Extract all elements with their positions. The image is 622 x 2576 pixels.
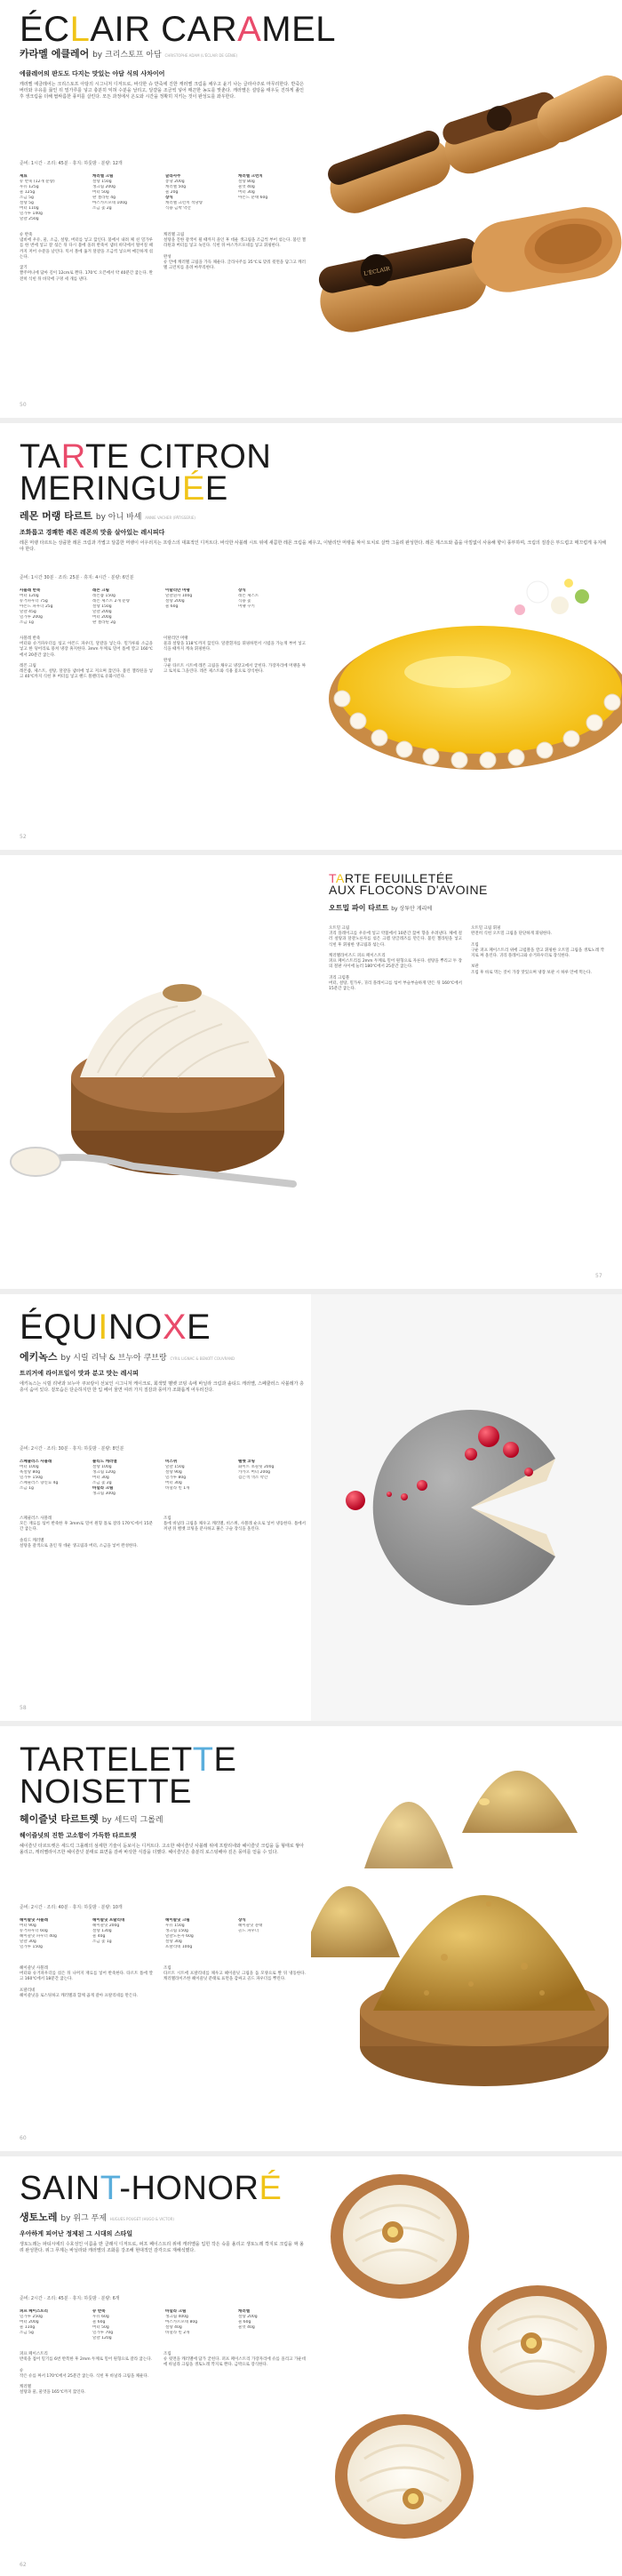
recipe-subtitle: 레몬 머랭 타르트 by 아니 바셰 ANNIE VACHER (PÂTISSERIE) [20, 510, 195, 522]
ingredient-column-3: 바닐라 크림 생크림 400g 마스카르포네 80g 설탕 40g 바닐라 빈 2개 [165, 2309, 198, 2335]
recipe-title: TARTE CITRON MERINGUÉE [20, 438, 272, 508]
steps-left-column: 슈 반죽 냄비에 우유, 물, 소금, 설탕, 버터를 넣고 끓인다. 불에서 내려 체 친 밀가루를 한 번에 넣고 잘 섞은 뒤 다시 불에 올려 반죽이 냄비 바닥에서 떨어질 때까지 저어 수분을 날린다. 믹서 볼에 옮겨 달걀을 조금씩 넣으며 매끈하게 섞는다. 굽기 짤주머니에 담아 길이 12cm로 짠다. 170℃ 오븐에서 약 40분간 굽는다. 완전히 식힌 뒤 바닥에 구멍 세 개를 낸다. [20, 233, 153, 282]
ingredient-column-1: 퍼프 페이스트리 밀가루 250g 버터 200g 물 110g 소금 5g [20, 2309, 48, 2335]
steps-right-column: 이탈리안 머랭 물과 설탕을 118℃까지 끓인다. 달걀흰자를 휘핑하면서 시럽을 가늘게 부어 넣고 식을 때까지 계속 휘핑한다. 완성 구운 타르트 시트에 레몬 크림을 채우고 냉장고에서 굳힌다. 가장자리에 머랭을 짜고 토치로 그을린다. 레몬 제스트와 식용 꽃으로 장식한다. [163, 636, 306, 675]
recipe-lead: 헤이즐넛의 진한 고소함이 가득한 타르트렛 [20, 1832, 137, 1839]
steps-right-column: 조립 틀에 바닐라 크림을 채우고 캐러멜, 비스퀴, 사블레 순으로 넣어 냉동한다. 틀에서 꺼낸 뒤 벨벳 코팅을 분사하고 붉은 구슬 장식을 올린다. [163, 1516, 306, 1532]
recipe-meta: 준비: 2시간 · 조리: 40분 · 휴지: 하룻밤 · 분량: 10개 [20, 1905, 123, 1910]
ingredient-column-4: 장식 레몬 제스트 식용 꽃 머랭 쿠키 [238, 588, 259, 609]
recipe-meta: 준비: 1시간 30분 · 조리: 25분 · 휴지: 4시간 · 분량: 6인분 [20, 575, 134, 580]
ingredient-column-4: 캐러멜 크런치 설탕 80g 물엿 40g 버터 30g 아몬드 분태 60g [238, 174, 268, 200]
recipe-title: SAINT-HONORÉ [20, 2170, 283, 2207]
recipe-meta: 준비: 1시간 · 조리: 45분 · 휴지: 하룻밤 · 분량: 12개 [20, 161, 123, 166]
page-number: 58 [20, 1705, 27, 1711]
recipe-title: ÉCLAIR CARAMEL [20, 10, 337, 49]
steps-right-column: 오트밀 크림 휘핑 완전히 식힌 오트밀 크림을 단단하게 휘핑한다. 조립 구운 퍼프 페이스트리 위에 크럼블을 깔고 휘핑한 오트밀 크림을 생토노레 깍지로 짜 올린다. 귀리 플레이크와 슈거파우더로 장식한다. 보관 조립 후 바로 먹는 것이 가장 맛있으며 냉장 보관 시 하루 안에 먹는다. [471, 926, 604, 975]
oat-tart-illustration [0, 944, 311, 1211]
svg-text:L'ÉCLAIR: L'ÉCLAIR [363, 265, 391, 277]
page-number: 50 [20, 402, 27, 408]
eclair-illustration [311, 53, 622, 373]
recipe-subtitle: 생토노레 by 위그 푸제 HUGUES POUGET (HUGO & VICTOR) [20, 2212, 174, 2223]
page-number: 60 [20, 2135, 27, 2141]
recipe-title: ÉQUINOXE [20, 1308, 211, 1347]
page-number: 52 [20, 834, 27, 840]
recipe-intro: 레몬 머랭 타르트는 상큼한 레몬 크림과 가볍고 달콤한 머랭이 어우러지는 프랑스의 대표적인 디저트다. 바삭한 사블레 시트 위에 새콤한 레몬 크림을 채우고, 이탈리안 머랭을 짜서 토치로 살짝 그을려 완성한다. 레몬 제스트와 즙을 아낌없이 사용해 향이 풍부하며, 크림의 질감은 부드럽고 매끄럽게 유지해야 한다. [20, 540, 606, 552]
spread-eclair-caramel [0, 0, 622, 418]
steps-left-column: 헤이즐넛 사블레 버터와 슈거파우더를 섞은 뒤 나머지 재료를 넣어 반죽한다. 타르트 틀에 깔고 160℃에서 18분간 굽는다. 프랄리네 헤이즐넛을 로스팅하고 캐러멜과 함께 곱게 갈아 프랄리네를 만든다. [20, 1966, 153, 1999]
page-number: 57 [595, 1273, 602, 1279]
equinoxe-photo [311, 1294, 622, 1721]
spread-saint-honore [0, 2156, 622, 2576]
ingredient-column-2: 헤이즐넛 프랄리네 헤이즐넛 200g 설탕 130g 물 40g 소금 꽃 1g [92, 1918, 125, 1944]
recipe-lead: 조화롭고 경쾌한 레몬 레몬의 맛을 살아있는 레시피다 [20, 529, 165, 536]
recipe-subtitle: 헤이즐넛 타르트렛 by 세드릭 그롤레 [20, 1813, 163, 1825]
spread-tarte-feuilletee [0, 855, 622, 1289]
ingredient-column-2: 슈 반죽 우유 60g 물 60g 버터 50g 밀가루 70g 달걀 120g [92, 2309, 114, 2340]
recipe-title: TARTELETTE NOISETTE [20, 1741, 237, 1812]
ingredient-column-4: 장식 헤이즐넛 분태 골드 파우더 [238, 1918, 263, 1933]
steps-left-column: 사블레 반죽 버터와 슈거파우더를 섞고 아몬드 파우더, 달걀을 넣는다. 밀가루와 소금을 넣고 한 덩어리로 뭉쳐 냉장 휴지한다. 3mm 두께로 밀어 틀에 깔고 160℃에서 20분간 굽는다. 레몬 크림 레몬즙, 제스트, 설탕, 달걀을 냄비에 넣고 저으며 끓인다. 불린 젤라틴을 넣고 40℃까지 식힌 후 버터를 넣고 핸드 블렌더로 유화시킨다. [20, 636, 153, 680]
lemon-tart-photo [315, 556, 622, 788]
recipe-meta: 준비: 2시간 · 조리: 30분 · 휴지: 하룻밤 · 분량: 8인분 [20, 1446, 124, 1452]
spread-tarte-citron [0, 423, 622, 850]
ingredient-column-3: 글라사주 퐁당 200g 캐러멜 50g 물 20g 장식 캐러멜 크런치 적당량 식용 금박 약간 [165, 174, 203, 211]
saint-honore-illustration [311, 2156, 622, 2576]
recipe-lead: 에클레어의 판도도 다지는 맛있는 아담 식의 사차이어 [20, 70, 165, 77]
ingredient-column-1: 재료 슈 반죽 (12개 분량) 우유 125g 물 125g 소금 5g 설탕 5g 버터 110g 밀가루 140g 달걀 250g [20, 174, 55, 221]
ingredient-column-3: 헤이즐넛 크림 우유 150g 생크림 150g 달걀노른자 60g 설탕 30g 프랄리네 100g [165, 1918, 194, 1949]
eclair-photo [311, 53, 622, 373]
ingredient-column-4: 벨벳 코팅 화이트 초콜릿 200g 카카오 버터 200g 검은색 색소 약간 [238, 1460, 275, 1480]
spread-tartelette-noisette [0, 1726, 622, 2151]
steps-right-column: 조립 타르트 시트에 프랄리네를 채우고 헤이즐넛 크림을 돔 모양으로 짠 뒤 냉동한다. 캐러멜라이즈한 헤이즐넛 분태로 표면을 감싸고 골드 파우더를 뿌린다. [163, 1966, 306, 1982]
recipe-intro: 헤이즐넛 타르트렛은 세드릭 그롤레의 섬세한 기술이 돋보이는 디저트다. 고소한 헤이즐넛 사블레 위에 프랄리네와 헤이즐넛 크림을 돔 형태로 쌓아 올리고, 캐러멜라이즈한 헤이즐넛 분태로 표면을 감싸 바삭한 식감을 더했다. 헤이즐넛은 충분히 로스팅해야 깊은 풍미를 얻을 수 있다. [20, 1844, 304, 1855]
ingredient-column-1: 사블레 반죽 버터 120g 슈거파우더 75g 아몬드 파우더 25g 달걀 45g 밀가루 200g 소금 1g [20, 588, 53, 625]
ingredient-column-3: 비스퀴 달걀 150g 설탕 90g 밀가루 80g 버터 30g 바닐라 빈 1개 [165, 1460, 190, 1491]
lemon-tart-illustration [315, 556, 622, 788]
steps-left-column: 스페큘러스 사블레 모든 재료를 섞어 반죽한 후 3mm로 밀어 원형 틀로 잘라 170℃에서 15분간 굽는다. 솔티드 캐러멜 설탕을 갈색으로 졸인 뒤 데운 생크림과 버터, 소금을 넣어 완성한다. [20, 1516, 153, 1549]
steps-left-column: 퍼프 페이스트리 반죽을 접어 밀기를 6번 반복한 후 2mm 두께로 밀어 원형으로 잘라 굽는다. 슈 작은 슈를 짜서 170℃에서 25분간 굽는다. 식힌 후 바닐라 크림을 채운다. 캐러멜 설탕과 물, 물엿을 165℃까지 끓인다. [20, 2352, 153, 2396]
ingredient-column-4: 캐러멜 설탕 200g 물 60g 물엿 40g [238, 2309, 258, 2330]
recipe-lead: 우아하게 피어난 정제된 그 시대의 스타일 [20, 2230, 133, 2237]
recipe-intro: 캐러멜 에클레어는 크리스토프 아담의 시그니처 디저트로, 바삭한 슈 반죽에 진한 캐러멜 크림을 채우고 윤기 나는 글라사주로 마무리한다. 반죽은 버터와 우유를 끓인 뒤 밀가루를 넣고 충분히 익혀 수분을 날리고, 달걀을 조금씩 넣어 매끈한 농도를 맞춘다. 캐러멜은 설탕을 태우듯 진하게 졸인 후 생크림을 더해 쌉싸름한 풍미를 살린다. 모든 과정에서 온도와 시간을 정확히 지키는 것이 완성도를 좌우한다. [20, 82, 304, 100]
hazelnut-tartlet-illustration [311, 1726, 622, 2151]
ingredient-column-1: 스페큘러스 사블레 버터 100g 흑설탕 80g 밀가루 150g 스페큘러스 향신료 4g 소금 1g [20, 1460, 59, 1491]
steps-right-column: 캐러멜 크림 설탕을 진한 갈색이 될 때까지 졸인 후 데운 생크림을 조금씩 부어 섞는다. 불린 젤라틴과 버터를 넣고 녹인다. 식힌 뒤 마스카르포네를 넣고 휘핑한다. 완성 슈 안에 캐러멜 크림을 가득 채운다. 글라사주를 35℃로 맞춰 윗면을 담그고 캐러멜 크런치를 올려 마무리한다. [163, 233, 306, 271]
recipe-subtitle: 에키녹스 by 시릴 리냑 & 브누아 쿠브랑 CYRIL LIGNAC & BENOÎT COUVRAND [20, 1351, 235, 1363]
recipe-subtitle: 카라멜 에클레어 by 크리스토프 아담 CHRISTOPHE ADAM (L'ÉCLAIR DE GÉNIE) [20, 48, 238, 60]
recipe-intro: 에키녹스는 시릴 리냑과 브누아 쿠브랑이 선보인 시그니처 케이크로, 회색빛 벨벳 코팅 속에 바닐라 크림과 솔티드 캐러멜, 스페큘러스 사블레가 층층이 숨어 있다. 겉모습은 단순하지만 한 입 베어 물면 여러 가지 질감과 풍미가 조화롭게 어우러진다. [20, 1381, 304, 1393]
recipe-lead: 트리거에 라이프일이 맛과 분고 맛는 레시피 [20, 1370, 139, 1377]
ingredient-column-2: 캐러멜 크림 설탕 150g 생크림 200g 버터 50g 판 젤라틴 4g 마스카르포네 100g 소금 꽃 2g [92, 174, 127, 211]
spread-equinoxe [0, 1294, 622, 1721]
steps-left-column: 오트밀 크림 귀리 플레이크를 우유에 넣고 약불에서 10분간 끓여 향을 우려낸다. 체에 걸러 설탕과 달걀노른자를 섞은 크렘 앙글레즈를 만든다. 불린 젤라틴을 넣고 식힌 후 휘핑한 생크림과 섞는다. 캐러멜라이즈드 퍼프 페이스트리 퍼프 페이스트리를 2mm 두께로 밀어 원형으로 자른다. 설탕을 뿌리고 두 장의 철판 사이에 눌러 180℃에서 25분간 굽는다. 귀리 크럼블 버터, 설탕, 밀가루, 귀리 플레이크를 섞어 부슬부슬하게 만든 뒤 160℃에서 15분간 굽는다. [329, 926, 462, 992]
recipe-subtitle: 오트밀 파이 타르트 by 상투안 게리에 [329, 904, 433, 912]
ingredient-column-1: 헤이즐넛 사블레 버터 90g 슈거파우더 60g 헤이즐넛 파우더 40g 달걀 30g 밀가루 150g [20, 1918, 57, 1949]
equinoxe-illustration [311, 1294, 622, 1721]
saint-honore-photo [311, 2156, 622, 2576]
recipe-title: TARTE FEUILLETÉE AUX FLOCONS D'AVOINE [329, 871, 488, 898]
ingredient-column-3: 이탈리안 머랭 달걀흰자 100g 설탕 200g 물 60g [165, 588, 193, 609]
ingredient-column-2: 솔티드 캐러멜 설탕 100g 생크림 120g 버터 30g 소금 꽃 2g 바닐라 크림 생크림 300g [92, 1460, 117, 1496]
recipe-intro: 생토노레는 파티시에의 수호성인 이름을 딴 클래식 디저트로, 퍼프 페이스트리 위에 캐러멜을 입힌 작은 슈를 올리고 생토노레 깍지로 크림을 짜 올려 완성한다. 위그 푸제는 바닐라와 캐러멜의 조화를 강조해 현대적인 감각으로 재해석했다. [20, 2242, 304, 2253]
hazelnut-tartlet-photo [311, 1726, 622, 2151]
oat-tart-photo [0, 944, 311, 1211]
page-number: 62 [20, 2562, 27, 2568]
steps-right-column: 조립 슈 윗면을 캐러멜에 담가 굳힌다. 퍼프 페이스트리 가장자리에 슈를 올리고 가운데에 바닐라 크림을 생토노레 깍지로 짠다. 금박으로 장식한다. [163, 2352, 306, 2368]
ingredient-column-2: 레몬 크림 레몬즙 150g 레몬 제스트 2개 분량 설탕 150g 달걀 200g 버터 200g 판 젤라틴 2g [92, 588, 130, 625]
recipe-meta: 준비: 2시간 · 조리: 45분 · 휴지: 하룻밤 · 분량: 6개 [20, 2296, 120, 2301]
